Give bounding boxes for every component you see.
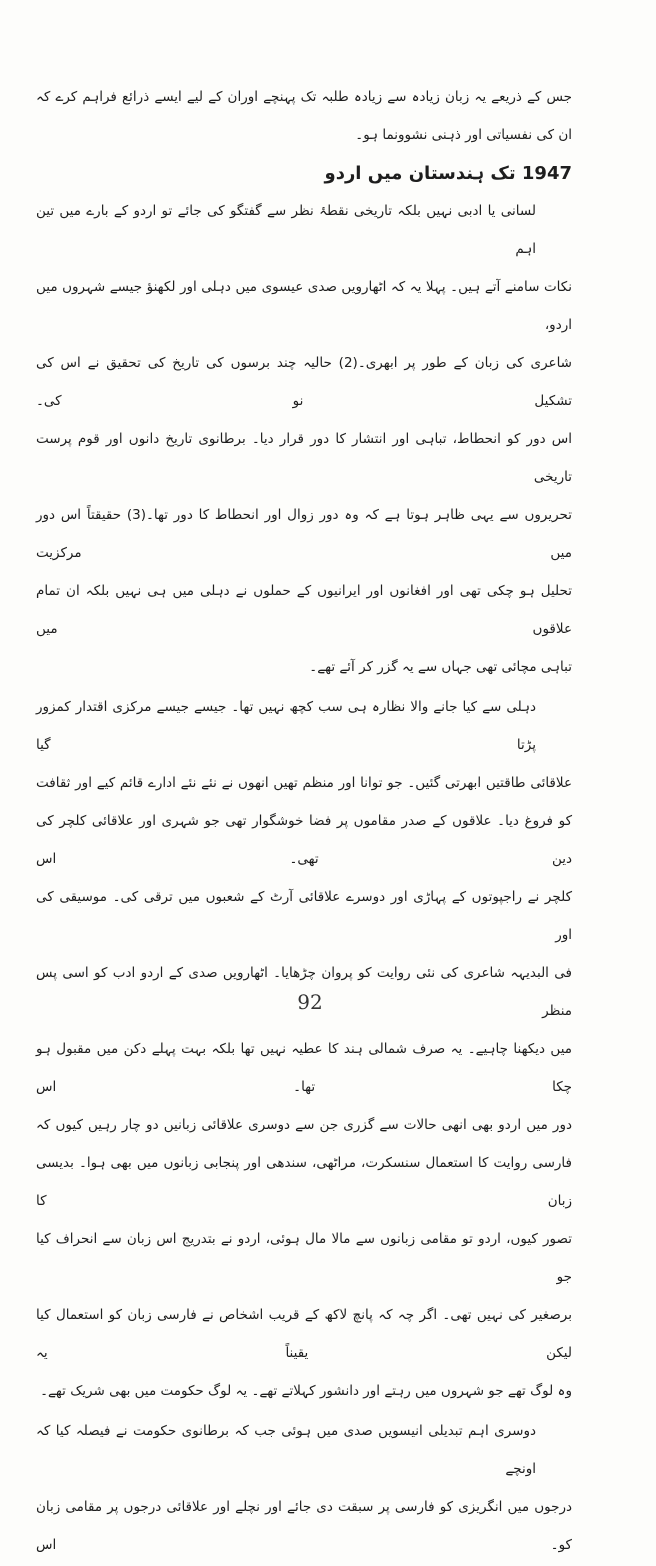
text-line: میں دیکھنا چاہیے۔ یہ صرف شمالی ہند کا عطیہ نہیں تھا بلکہ بہت پہلے دکن میں مقبول ہو چکا تھا۔ اس xyxy=(36,1041,572,1095)
text-line: دہلی سے کیا جانے والا نظارہ ہی سب کچھ نہیں تھا۔ جیسے جیسے مرکزی اقتدار کمزور پڑتا گیا xyxy=(36,699,536,753)
text-line: اس دور کو انحطاط، تباہی اور انتشار کا دور قرار دیا۔ برطانوی تاریخ دانوں اور قوم پرست تاریخی xyxy=(36,431,572,485)
paragraph-3 xyxy=(36,1412,572,1564)
text-line: تباہی مچائی تھی جہاں سے یہ گزر کر آئے تھے۔ xyxy=(309,659,572,675)
text-line: جس کے ذریعے یہ زبان زیادہ سے زیادہ طلبہ تک پہنچے اوران کے لیے ایسے ذرائع فراہم کرے کہ xyxy=(36,89,572,105)
text-line: ان کی نفسیاتی اور ذہنی نشوونما ہو۔ xyxy=(355,127,572,143)
text-line: تصور کیوں، اردو تو مقامی زبانوں سے مالا مال ہوئی، اردو نے بتدریج اس زبان سے انحراف کیا جو xyxy=(36,1231,572,1285)
text-line: شاعری کی زبان کے طور پر ابھری۔(2) حالیہ چند برسوں کی تاریخ کی تحقیق نے اس کی تشکیل نو کی۔ xyxy=(36,355,572,409)
text-line: کو فروغ دیا۔ علاقوں کے صدر مقاموں پر فضا خوشگوار تھی جو شہری اور علاقائی کلچر کی دین تھی۔ اس xyxy=(36,813,572,867)
text-line: لسانی یا ادبی نہیں بلکہ تاریخی نقطۂ نظر سے گفتگو کی جائے تو اردو کے بارے میں تین اہم xyxy=(36,203,536,257)
section-heading: 1947 تک ہندستان میں اردو xyxy=(324,163,572,184)
intro-paragraph xyxy=(36,78,572,154)
book-page xyxy=(36,78,572,1566)
text-line: فارسی روایت کا استعمال سنسکرت، مراٹھی، سندھی اور پنجابی زبانوں میں بھی ہوا۔ بدیسی زبان کا xyxy=(36,1155,572,1209)
text-line: نکات سامنے آتے ہیں۔ پہلا یہ کہ اٹھارویں صدی عیسوی میں دہلی اور لکھنؤ جیسے شہروں میں اردو، xyxy=(36,279,572,333)
text-line: کلچر نے راجپوتوں کے پہاڑی اور دوسرے علاقائی آرٹ کے شعبوں میں ترقی کی۔ موسیقی کی اور xyxy=(36,889,572,943)
paragraph-1 xyxy=(36,192,572,686)
text-line: فی البدیہہ شاعری کی نئی روایت کو پروان چڑھایا۔ اٹھارویں صدی کے اردو ادب کو اسی پس منظر xyxy=(36,965,572,1019)
text-line: برصغیر کی نہیں تھی۔ اگر چہ کہ پانچ لاکھ کے قریب اشخاص نے فارسی زبان کو استعمال کیا لیکن یقیناً یہ xyxy=(36,1307,572,1361)
text-line: علاقائی طاقتیں ابھرتی گئیں۔ جو توانا اور منظم تھیں انھوں نے نئے نئے ادارے قائم کیے اور ثقافت xyxy=(36,775,572,791)
paragraph-2 xyxy=(36,688,572,1410)
text-line: درجوں میں انگریزی کو فارسی پر سبقت دی جائے اور نچلے اور علاقائی درجوں پر مقامی زبان کو۔ اس xyxy=(36,1499,572,1553)
text-line: وہ لوگ تھے جو شہروں میں رہتے اور دانشور کہلاتے تھے۔ یہ لوگ حکومت میں بھی شریک تھے۔ xyxy=(40,1383,572,1399)
text-line: تحریروں سے یہی ظاہر ہوتا ہے کہ وہ دور زوال اور انحطاط کا دور تھا۔(3) حقیقتاً اس دور میں مرکزیت xyxy=(36,507,573,561)
text-line: دوسری اہم تبدیلی انیسویں صدی میں ہوئی جب کہ برطانوی حکومت نے فیصلہ کیا کہ اونچے xyxy=(36,1423,536,1477)
page-number: 92 xyxy=(297,990,323,1014)
text-line: دور میں اردو بھی انھی حالات سے گزری جن سے دوسری علاقائی زبانیں دو چار رہیں کیوں کہ xyxy=(36,1117,572,1133)
text-line: تحلیل ہو چکی تھی اور افغانوں اور ایرانیوں کے حملوں نے دہلی میں ہی نہیں بلکہ ان تمام علاقوں میں xyxy=(36,583,572,637)
